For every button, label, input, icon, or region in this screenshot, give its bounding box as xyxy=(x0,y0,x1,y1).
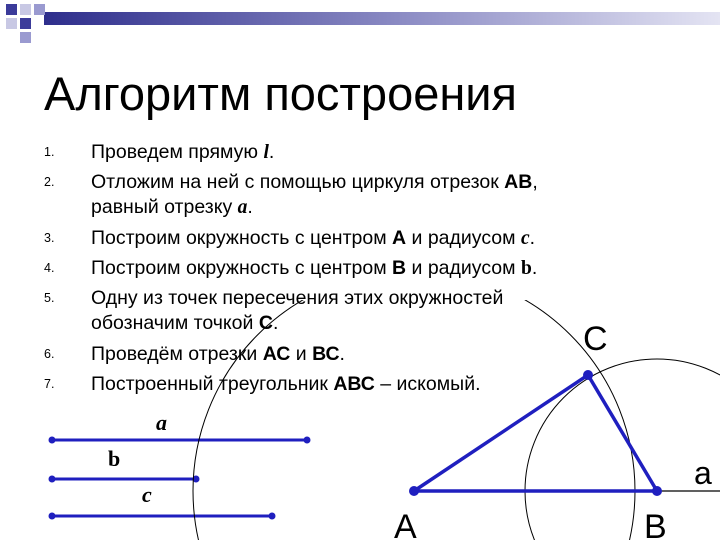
header-square xyxy=(20,4,31,15)
step-number: 6. xyxy=(44,347,55,361)
step-text: Построенный треугольник АВС – искомый. xyxy=(91,373,481,395)
segment-a-label: a xyxy=(156,410,167,435)
triangle-abc: АВС xyxy=(333,373,375,395)
segment-a-endpoint xyxy=(49,437,56,444)
header-square xyxy=(20,18,31,29)
side-ac xyxy=(414,375,588,491)
segment-ab: АВ xyxy=(504,171,533,193)
segment-ac: АС xyxy=(262,343,291,365)
header-square xyxy=(20,32,31,43)
point-b-label: B xyxy=(644,508,667,540)
step-number: 7. xyxy=(44,377,55,391)
point-a xyxy=(409,486,419,496)
point-c-label: C xyxy=(583,320,608,358)
step-text: Построим окружность с центром А и радиусом c. xyxy=(91,227,536,249)
header-square xyxy=(34,4,45,15)
symbol-a: a xyxy=(237,197,248,218)
header-square xyxy=(6,18,17,29)
segment-c-label: c xyxy=(142,482,152,507)
segment-b-endpoint xyxy=(49,476,56,483)
point-c xyxy=(583,370,593,380)
step-number: 5. xyxy=(44,291,55,305)
step-number: 3. xyxy=(44,231,55,245)
header-gradient-bar xyxy=(44,12,720,25)
line-l-label: a xyxy=(694,455,712,491)
point-c-ref: С xyxy=(258,312,273,334)
circle-center-b-radius-b xyxy=(525,359,720,540)
page-title: Алгоритм построения xyxy=(44,67,518,120)
step-text: Одну из точек пересечения этих окружностей обозначим точкой С. xyxy=(91,287,504,334)
construction-figure xyxy=(0,300,720,540)
step-text: Построим окружность с центром В и радиусом b. xyxy=(91,257,538,279)
header-square xyxy=(6,4,17,15)
symbol-c: c xyxy=(520,228,530,249)
segment-b-label: b xyxy=(108,446,121,471)
symbol-b: b xyxy=(520,258,532,279)
symbol-l: l xyxy=(263,142,269,163)
segment-c-endpoint xyxy=(49,513,56,520)
header-decoration xyxy=(0,0,720,44)
given-segments xyxy=(49,410,311,520)
step-number: 2. xyxy=(44,175,55,189)
step-number: 1. xyxy=(44,145,55,159)
segment-bc: ВС xyxy=(312,343,340,365)
point-b xyxy=(652,486,662,496)
point-a-label: A xyxy=(394,508,417,540)
step-text: Проведем прямую l. xyxy=(91,141,275,163)
step-text: Проведём отрезки АС и ВС. xyxy=(91,343,345,365)
step-number: 4. xyxy=(44,261,55,275)
circle-center-a-radius-c xyxy=(193,300,635,540)
segment-a-endpoint xyxy=(304,437,311,444)
step-text: Отложим на ней с помощью циркуля отрезок АВ, равный отрезку a. xyxy=(91,171,538,218)
side-bc xyxy=(588,375,657,491)
point-b-ref: В xyxy=(392,257,407,279)
segment-c-endpoint xyxy=(269,513,276,520)
point-a-ref: А xyxy=(392,227,407,249)
